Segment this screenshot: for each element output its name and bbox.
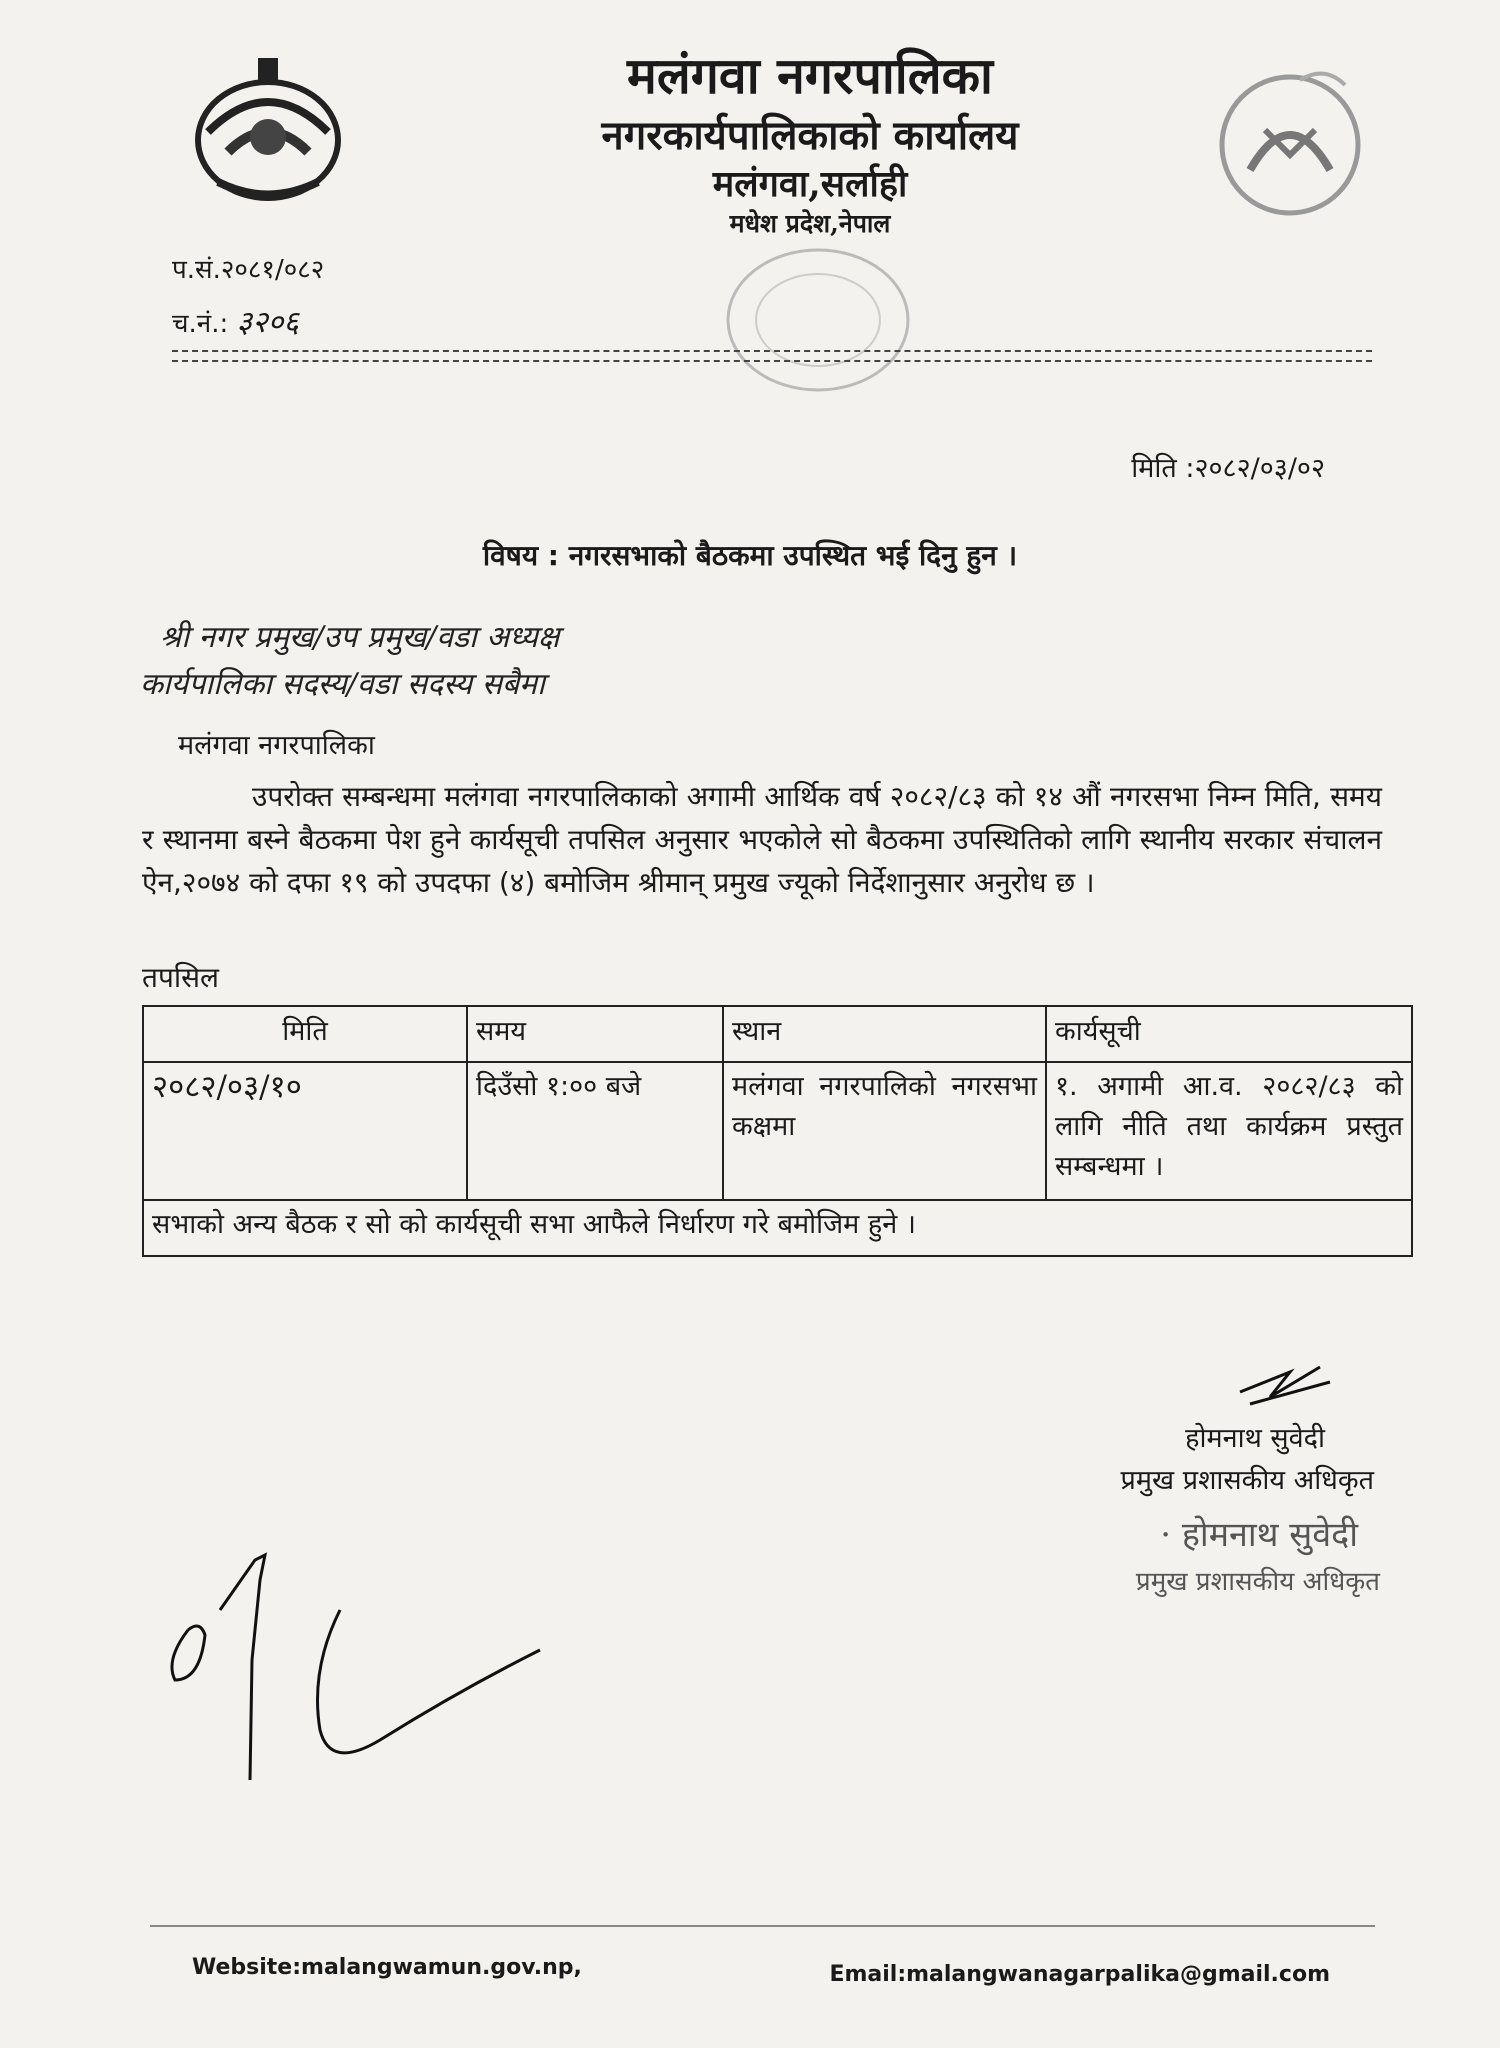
table-note-row [143,1200,1412,1256]
header-date: मिति [143,1006,467,1062]
cell-agenda: १. अगामी आ.व. २०८२/८३ को लागि नीति तथा कार्यक्रम प्रस्तुत सम्बन्धमा । [1046,1062,1412,1200]
header-agenda: कार्यसूची [1046,1006,1412,1062]
addressee-line-2: कार्यपालिका सदस्य/वडा सदस्य सबैमा [140,667,545,702]
office-stamp-icon [718,240,918,400]
table-row [143,1062,1412,1200]
municipality-logo-icon [1205,60,1375,220]
signatory-name: होमनाथ सुवेदी [1185,1423,1325,1454]
signatory-title: प्रमुख प्रशासकीय अधिकृत [1120,1465,1374,1496]
tapasil-label: तपसिल [142,961,220,994]
patra-sankhya: प.सं.२०८१/०८२ [172,255,325,285]
cell-date: २०८२/०३/१० [143,1062,467,1200]
header-province: मधेश प्रदेश,नेपाल [729,209,891,238]
chalani-number: ३२०६ [236,305,299,340]
table-header-row [143,1006,1412,1062]
cell-note: सभाको अन्य बैठक र सो को कार्यसूची सभा आफैले निर्धारण गरे बमोजिम हुने । [143,1200,1412,1256]
letter-date: मिति :२०८२/०३/०२ [1131,453,1325,484]
header-office-name: नगरकार्यपालिकाको कार्यालय [601,112,1019,159]
cell-time: दिउँसो १:०० बजे [467,1062,723,1200]
signature-icon [1230,1352,1340,1412]
footer-website: Website:malangwamun.gov.np, [192,1955,582,1980]
header-municipality-name: मलंगवा नगरपालिका [626,46,993,105]
header-venue: स्थान [723,1006,1046,1062]
footer-divider [150,1925,1375,1927]
seal-title: प्रमुख प्रशासकीय अधिकृत [1135,1567,1380,1597]
nepal-government-emblem-icon [178,52,358,212]
handwritten-mark-icon [160,1540,550,1790]
body-paragraph: उपरोक्त सम्बन्धमा मलंगवा नगरपालिकाको अगामी आर्थिक वर्ष २०८२/८३ को १४ औं नगरसभा निम्न मिति, समय र स्थानमा बस्ने बैठकमा पेश हुने कार्यसूची तपसिल अनुसार भएकोले सो बैठकमा उपस्थितिको लागि स्थानीय सरकार संचालन ऐन,२०७४ को दफा १९ को उपदफा (४) बमोजिम श्रीमान् प्रमुख ज्यूको निर्देशानुसार अनुरोध छ । [142,780,1382,899]
chalani-label: च.नं.: [172,309,229,339]
addressee-line-1: श्री नगर प्रमुख/उप प्रमुख/वडा अध्यक्ष [160,620,560,655]
seal-name: · होमनाथ सुवेदी [1160,1515,1358,1555]
cell-venue: मलंगवा नगरपालिको नगरसभा कक्षमा [723,1062,1046,1200]
letter-subject: विषय : नगरसभाको बैठकमा उपस्थित भई दिनु हुन । [482,539,1018,572]
addressee-organization: मलंगवा नगरपालिका [178,730,375,761]
meeting-schedule-table [142,1005,1413,1257]
footer-email: Email:malangwanagarpalika@gmail.com [829,1962,1330,1987]
chalani-number-line [172,300,299,341]
header-time: समय [467,1006,723,1062]
header-divider [172,350,1372,362]
header-location: मलंगवा,सर्लाही [712,163,908,205]
